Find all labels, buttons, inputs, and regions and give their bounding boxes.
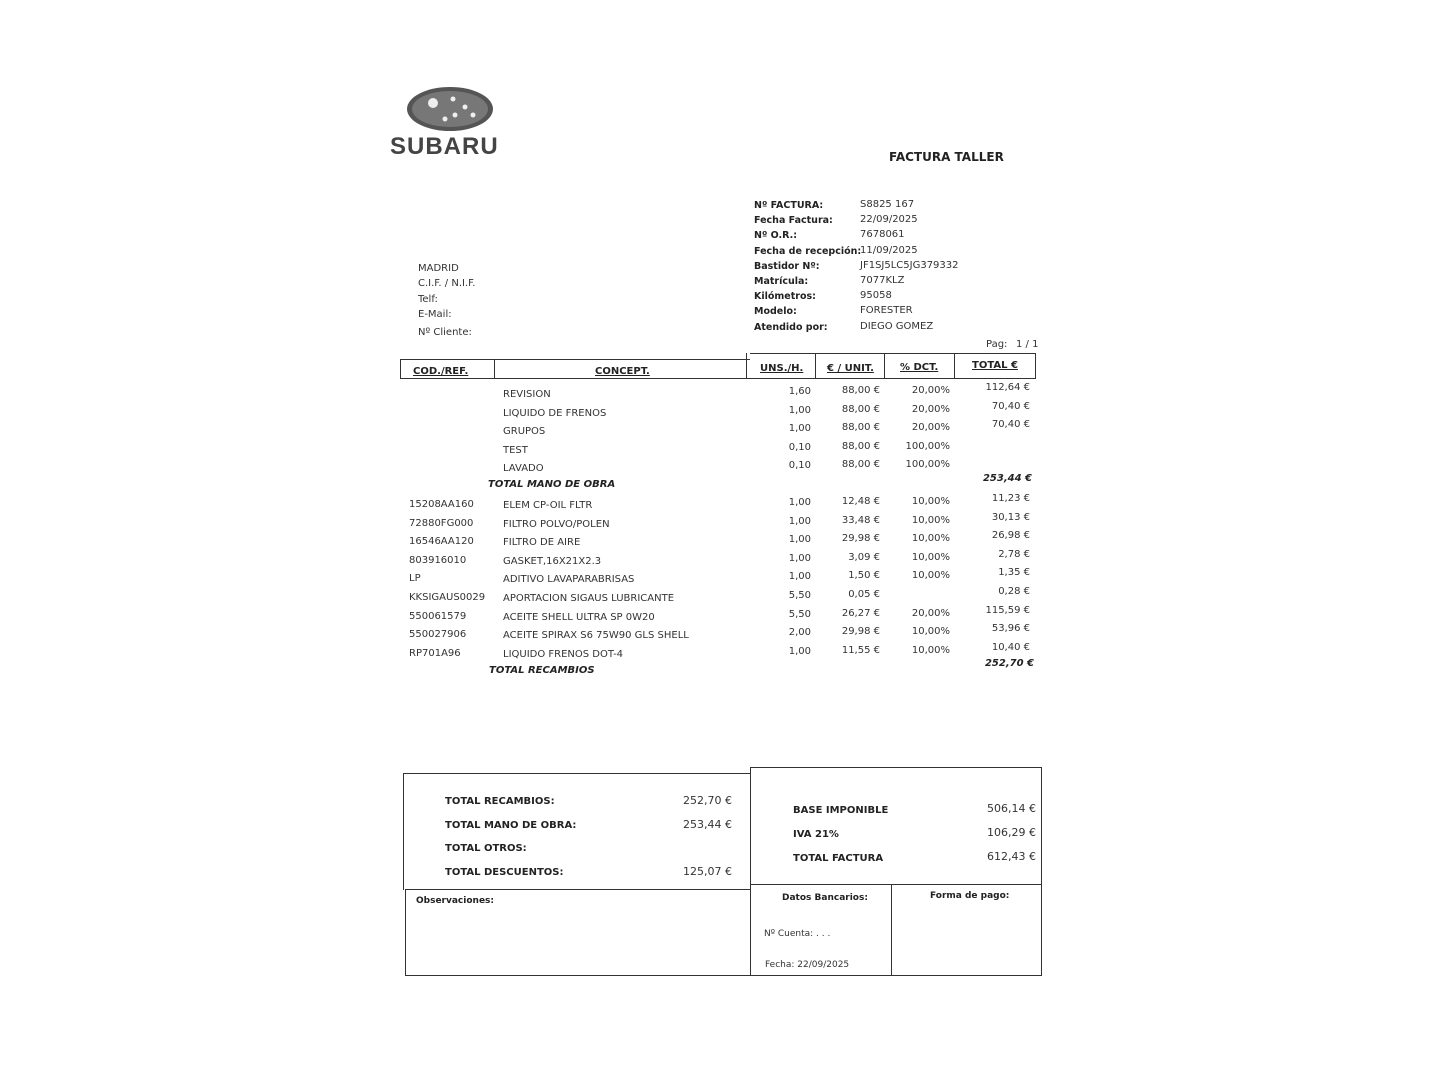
info-value: 22/09/2025 (860, 214, 918, 226)
info-label: Kilómetros: (754, 291, 816, 303)
cell-units: 1,00 (788, 552, 811, 564)
info-value: FORESTER (860, 305, 913, 317)
client-email-label: E-Mail: (418, 309, 452, 320)
info-value: JF1SJ5LC5JG379332 (860, 259, 959, 271)
labor-total-label: TOTAL MANO DE OBRA (488, 479, 616, 490)
summary-value: 506,14 € (987, 802, 1036, 815)
summary-value: 125,07 € (683, 864, 732, 878)
cell-discount: 20,00% (911, 422, 950, 434)
summary-label: TOTAL RECAMBIOS: (445, 796, 555, 807)
table-row (0, 493, 1440, 514)
cell-concept: FILTRO POLVO/POLEN (503, 518, 610, 530)
info-label: Nº FACTURA: (754, 200, 824, 211)
cell-unit-price: 11,55 € (841, 644, 880, 656)
cell-units: 2,00 (788, 627, 811, 639)
cell-code: 16546AA120 (409, 536, 474, 548)
table-row (0, 511, 1440, 533)
cell-concept: ADITIVO LAVAPARABRISAS (503, 574, 635, 586)
info-value: 7678061 (860, 229, 905, 241)
cell-unit-price: 88,00 € (841, 459, 880, 471)
column-header-unit-price: € / UNIT. (827, 363, 874, 374)
cell-units: 1,00 (788, 645, 811, 657)
bank-date: Fecha: 22/09/2025 (765, 960, 850, 970)
table-row (0, 419, 1440, 440)
cell-total: 11,23 € (991, 493, 1030, 504)
info-value: 11/09/2025 (860, 244, 918, 256)
cell-discount: 20,00% (911, 403, 950, 415)
cell-concept: GASKET,16X21X2.3 (503, 555, 602, 567)
summary-value: 253,44 € (683, 817, 732, 831)
cell-unit-price: 88,00 € (841, 422, 880, 434)
cell-units: 1,60 (788, 386, 811, 397)
table-row (0, 530, 1440, 551)
cell-code: 550027906 (409, 629, 467, 641)
page-number: 1 / 1 (1016, 339, 1039, 350)
cell-units: 1,00 (788, 497, 811, 508)
cell-code: RP701A96 (409, 647, 461, 659)
cell-units: 1,00 (788, 404, 811, 416)
cell-code: 550061579 (409, 610, 467, 622)
cell-concept: ACEITE SHELL ULTRA SP 0W20 (503, 611, 655, 623)
page-label: Pag: (986, 339, 1008, 350)
subaru-emblem-icon (405, 85, 535, 135)
cell-concept: LIQUIDO DE FRENOS (503, 407, 607, 419)
info-label: Modelo: (754, 306, 797, 318)
cell-concept: APORTACION SIGAUS LUBRICANTE (503, 593, 675, 604)
cell-total: 1,35 € (998, 567, 1030, 579)
cell-discount: 10,00% (911, 626, 950, 638)
cell-code: 15208AA160 (409, 499, 474, 510)
info-label: Bastidor Nº: (754, 260, 820, 272)
info-value: 7077KLZ (860, 275, 905, 286)
cell-code: LP (409, 573, 421, 585)
info-label: Fecha Factura: (754, 215, 833, 227)
table-row (0, 382, 1440, 403)
summary-label: TOTAL DESCUENTOS: (445, 866, 564, 878)
cell-discount: 10,00% (911, 496, 950, 507)
cell-discount: 100,00% (905, 440, 950, 452)
cell-unit-price: 88,00 € (841, 440, 880, 452)
cell-discount: 10,00% (911, 644, 950, 656)
cell-units: 1,00 (788, 571, 811, 583)
client-cif-label: C.I.F. / N.I.F. (418, 278, 476, 289)
cell-discount: 10,00% (911, 551, 950, 563)
summary-label: TOTAL FACTURA (793, 853, 884, 864)
cell-total: 112,64 € (985, 382, 1030, 393)
client-number-label: Nº Cliente: (418, 327, 472, 338)
cell-code: KKSIGAUS0029 (409, 592, 486, 603)
table-row (0, 400, 1440, 422)
summary-label: TOTAL MANO DE OBRA: (445, 819, 577, 831)
cell-concept: LIQUIDO FRENOS DOT-4 (503, 648, 624, 660)
cell-units: 1,00 (788, 515, 811, 527)
cell-code: 803916010 (409, 554, 467, 566)
brand-name: SUBARU (390, 133, 499, 160)
cell-unit-price: 12,48 € (841, 496, 880, 507)
cell-concept: LAVADO (503, 463, 544, 475)
payment-method-label: Forma de pago: (930, 891, 1010, 901)
cell-concept: FILTRO DE AIRE (503, 537, 581, 549)
cell-unit-price: 1,50 € (848, 570, 880, 582)
cell-total: 10,40 € (991, 641, 1030, 653)
cell-concept: TEST (503, 444, 528, 456)
cell-total: 26,98 € (991, 530, 1030, 542)
cell-total: 53,96 € (991, 623, 1030, 635)
table-row (0, 441, 1440, 459)
table-row (0, 548, 1440, 570)
cell-unit-price: 0,05 € (848, 589, 880, 600)
column-header-concept: CONCEPT. (595, 366, 650, 377)
info-label: Matrícula: (754, 276, 809, 287)
cell-concept: ACEITE SPIRAX S6 75W90 GLS SHELL (503, 630, 689, 642)
column-header-total: TOTAL € (972, 360, 1018, 371)
cell-discount: 10,00% (911, 533, 950, 545)
document-title: FACTURA TALLER (889, 150, 1004, 164)
info-label: Atendido por: (754, 321, 828, 333)
cell-discount: 20,00% (911, 607, 950, 619)
info-value: S8825 167 (860, 199, 915, 210)
cell-discount: 10,00% (911, 514, 950, 526)
table-row (0, 586, 1440, 607)
cell-total: 30,13 € (991, 511, 1030, 523)
cell-unit-price: 3,09 € (848, 551, 880, 563)
cell-concept: REVISION (503, 389, 551, 400)
cell-unit-price: 26,27 € (841, 607, 880, 619)
cell-total: 70,40 € (991, 419, 1030, 431)
cell-total: 70,40 € (991, 400, 1030, 412)
cell-units: 0,10 (788, 460, 811, 472)
table-row (0, 604, 1440, 626)
summary-label: BASE IMPONIBLE (793, 805, 889, 816)
account-number: Nº Cuenta: . . . (764, 929, 831, 939)
summary-value: 612,43 € (987, 850, 1036, 863)
labor-total-value: 253,44 € (982, 473, 1032, 484)
summary-value: 252,70 € (683, 794, 732, 807)
cell-unit-price: 29,98 € (841, 626, 880, 638)
bank-details-label: Datos Bancarios: (782, 893, 868, 903)
cell-discount: 20,00% (911, 385, 950, 396)
table-row (0, 641, 1440, 663)
info-value: DIEGO GOMEZ (860, 320, 934, 332)
cell-units: 1,00 (788, 423, 811, 435)
cell-discount: 100,00% (905, 459, 950, 471)
cell-unit-price: 88,00 € (841, 385, 880, 396)
summary-label: TOTAL OTROS: (445, 843, 527, 854)
parts-total-label: TOTAL RECAMBIOS (489, 665, 595, 676)
cell-unit-price: 33,48 € (841, 514, 880, 526)
observations-label: Observaciones: (416, 896, 495, 906)
column-header-code: COD./REF. (413, 366, 469, 377)
cell-discount: 10,00% (911, 570, 950, 582)
info-label: Fecha de recepción: (754, 245, 862, 257)
cell-total: 115,59 € (985, 604, 1030, 616)
cell-units: 1,00 (788, 534, 811, 546)
cell-total: 2,78 € (998, 548, 1030, 560)
table-row (0, 459, 1440, 477)
cell-concept: GRUPOS (503, 426, 546, 438)
cell-units: 0,10 (788, 441, 811, 453)
column-header-units: UNS./H. (760, 363, 804, 374)
summary-label: IVA 21% (793, 829, 839, 840)
cell-unit-price: 88,00 € (841, 403, 880, 415)
cell-concept: ELEM CP-OIL FLTR (503, 500, 593, 511)
info-label: Nº O.R.: (754, 230, 797, 242)
cell-code: 72880FG000 (409, 517, 474, 529)
cell-total: 0,28 € (998, 586, 1030, 597)
cell-units: 5,50 (788, 608, 811, 620)
cell-unit-price: 29,98 € (841, 533, 880, 545)
parts-total-value: 252,70 € (984, 658, 1034, 669)
summary-value: 106,29 € (987, 826, 1036, 839)
cell-units: 5,50 (788, 590, 811, 601)
column-header-discount: % DCT. (900, 362, 939, 373)
client-tel-label: Telf: (418, 294, 438, 305)
table-row (0, 623, 1440, 644)
client-city: MADRID (418, 263, 459, 274)
info-value: 95058 (860, 290, 892, 302)
table-row (0, 567, 1440, 588)
